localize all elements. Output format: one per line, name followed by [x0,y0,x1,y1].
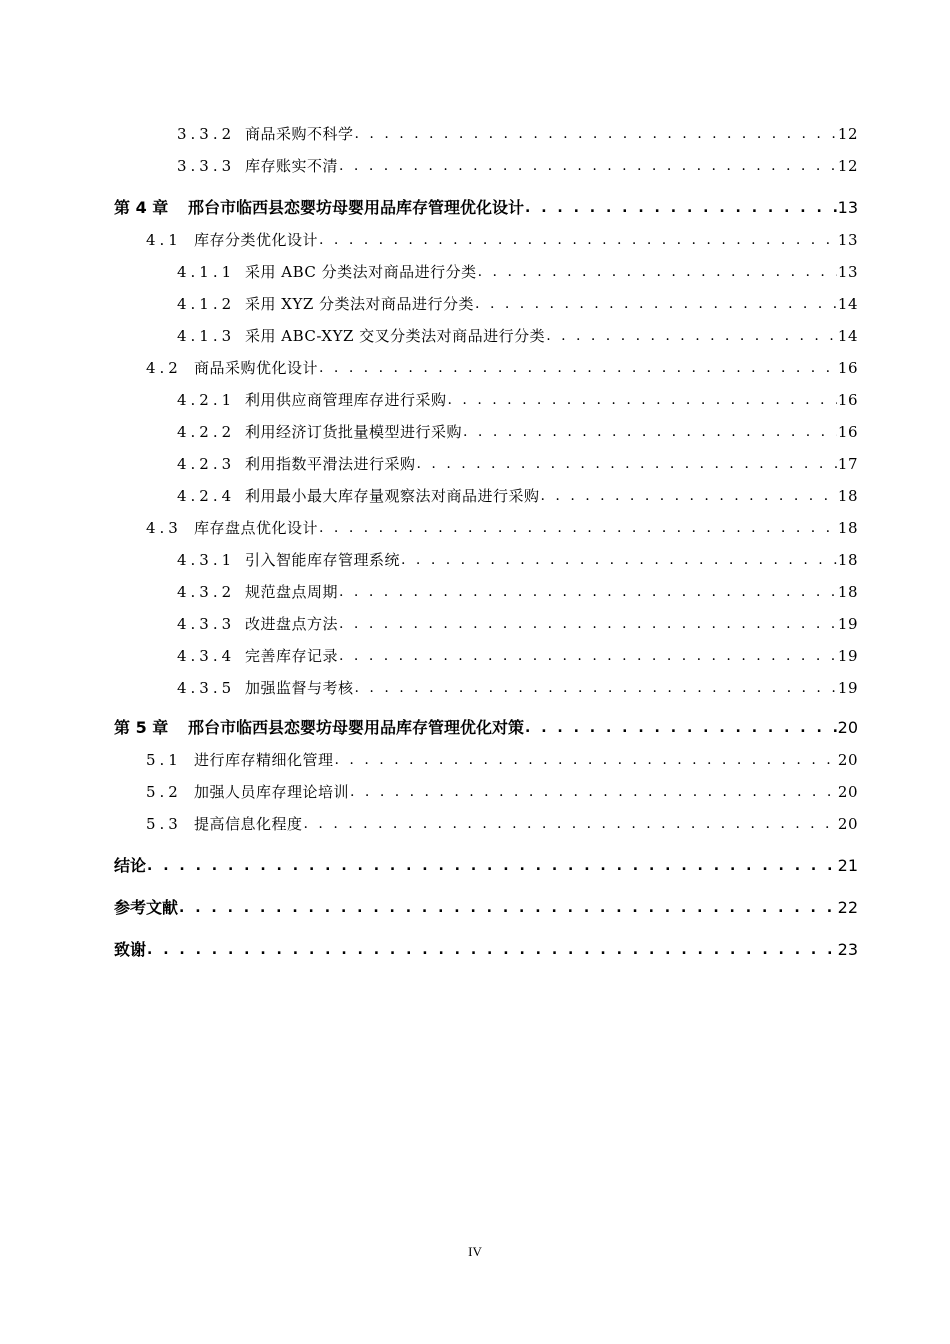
toc-entry-title[interactable]: 库存分类优化设计 [194,231,319,249]
toc-entry-page: 18 [837,519,858,537]
toc-entry[interactable] [146,814,858,834]
toc-entry-title[interactable]: 利用指数平滑法进行采购 [245,455,416,473]
toc-entry-page: 18 [837,487,858,505]
toc-leader-dots [475,294,837,314]
toc-row[interactable] [0,546,950,570]
toc-row[interactable] [0,322,950,346]
toc-leader-dots [448,390,837,410]
toc-entry-title[interactable]: 利用经济订货批量模型进行采购 [245,423,463,441]
toc-entry[interactable] [177,294,858,314]
toc-leader-dots [478,262,837,282]
toc-leader-dots [401,550,837,570]
toc-leader-dots [525,718,837,738]
toc-entry[interactable] [177,326,858,346]
toc-leader-dots [525,198,837,218]
toc-entry[interactable] [177,678,858,698]
toc-entry-page: 21 [837,856,858,875]
toc-entry-number: 4.1.2 [177,295,236,313]
toc-row[interactable] [0,482,950,506]
toc-leader-dots [147,856,837,876]
toc-row[interactable] [0,450,950,474]
toc-entry-title[interactable]: 规范盘点周期 [245,583,339,601]
toc-entry-title[interactable]: 商品采购优化设计 [194,359,319,377]
toc-entry-number: 4.3.1 [177,551,236,569]
toc-entry-number: 5.1 [146,751,182,769]
toc-entry-page: 22 [837,898,858,917]
page-number-footer: IV [468,1244,482,1259]
toc-entry-page: 19 [837,679,858,697]
toc-leader-dots [179,898,837,918]
toc-entry-number: 4.3 [146,519,182,537]
toc-entry-title[interactable]: 加强人员库存理论培训 [194,783,350,801]
toc-entry-page: 12 [837,157,858,175]
toc-entry-page: 18 [837,583,858,601]
toc-entry[interactable] [177,156,858,176]
toc-entry[interactable] [114,898,858,918]
toc-leader-dots [319,518,837,538]
toc-row[interactable] [0,258,950,282]
toc-entry[interactable] [146,782,858,802]
toc-row[interactable] [0,386,950,410]
toc-entry[interactable] [177,422,858,442]
toc-entry-title[interactable]: 进行库存精细化管理 [194,751,334,769]
toc-row[interactable] [0,610,950,634]
toc-leader-dots [319,358,837,378]
toc-entry-page: 14 [837,327,858,345]
toc-entry-page: 12 [837,125,858,143]
toc-entry-number: 3.3.2 [177,125,236,143]
toc-entry-number: 4.2.1 [177,391,236,409]
toc-leader-dots [335,750,837,770]
toc-entry-page: 16 [837,391,858,409]
toc-leader-dots [147,940,837,960]
toc-row[interactable] [0,514,950,538]
toc-entry[interactable] [114,198,858,218]
toc-entry-title[interactable]: 库存账实不清 [245,157,339,175]
toc-row[interactable] [0,746,950,770]
toc-entry-number: 4.3.4 [177,647,236,665]
toc-entry[interactable] [146,358,858,378]
toc-entry-title[interactable]: 结论 [114,856,147,875]
toc-row[interactable] [0,290,950,314]
toc-entry[interactable] [177,454,858,474]
toc-row[interactable] [0,778,950,802]
toc-leader-dots [339,156,837,176]
toc-leader-dots [339,614,837,634]
toc-entry-page: 20 [837,718,858,737]
toc-leader-dots [339,582,837,602]
toc-leader-dots [339,646,837,666]
toc-entry-page: 13 [837,198,858,217]
toc-entry-page: 20 [837,815,858,833]
toc-entry-page: 19 [837,615,858,633]
toc-entry-title[interactable]: 采用 XYZ 分类法对商品进行分类 [245,295,475,313]
toc-entry[interactable] [114,718,858,738]
toc-entry-page: 18 [837,551,858,569]
toc-entry[interactable] [177,390,858,410]
toc-entry-page: 20 [837,783,858,801]
toc-row[interactable] [0,674,950,698]
toc-leader-dots [541,486,837,506]
toc-entry-number: 4.2 [146,359,182,377]
toc-entry-title[interactable]: 采用 ABC-XYZ 交叉分类法对商品进行分类 [245,327,546,345]
toc-row[interactable] [0,120,950,144]
toc-entry[interactable] [177,614,858,634]
toc-entry[interactable] [177,124,858,144]
toc-leader-dots [319,230,837,250]
toc-entry-title[interactable]: 商品采购不科学 [245,125,354,143]
toc-entry[interactable] [177,262,858,282]
toc-entry-number: 4.1 [146,231,182,249]
toc-entry-page: 13 [837,263,858,281]
toc-row[interactable] [0,852,950,876]
toc-entry-number: 3.3.3 [177,157,236,175]
toc-entry-page: 19 [837,647,858,665]
toc-leader-dots [463,422,837,442]
toc-entry-title[interactable]: 参考文献 [114,898,179,917]
toc-entry[interactable] [114,940,858,960]
toc-entry-number: 第 5 章 [114,718,169,737]
toc-entry-page: 13 [837,231,858,249]
toc-entry-title[interactable]: 采用 ABC 分类法对商品进行分类 [245,263,477,281]
toc-entry-title[interactable]: 致谢 [114,940,147,959]
toc-leader-dots [355,678,837,698]
toc-entry-title[interactable]: 改进盘点方法 [245,615,339,633]
toc-entry-number: 4.2.2 [177,423,236,441]
toc-entry-number: 4.1.1 [177,263,236,281]
toc-entry-title[interactable]: 利用供应商管理库存进行采购 [245,391,447,409]
toc-entry-title[interactable]: 完善库存记录 [245,647,339,665]
toc-row[interactable] [0,894,950,918]
toc-row[interactable] [0,578,950,602]
toc-entry-title[interactable]: 利用最小最大库存量观察法对商品进行采购 [245,487,540,505]
toc-entry-title[interactable]: 引入智能库存管理系统 [245,551,401,569]
toc-entry-page: 16 [837,359,858,377]
toc-entry[interactable] [146,518,858,538]
toc-entry[interactable] [177,486,858,506]
toc-entry[interactable] [146,750,858,770]
toc-row[interactable] [0,714,950,738]
toc-entry-title[interactable]: 邢台市临西县恋婴坊母婴用品库存管理优化设计 [188,198,525,217]
toc-entry-title[interactable]: 库存盘点优化设计 [194,519,319,537]
toc-entry-title[interactable]: 提高信息化程度 [194,815,303,833]
toc-entry-title[interactable]: 邢台市临西县恋婴坊母婴用品库存管理优化对策 [188,718,525,737]
toc-entry-number: 4.3.5 [177,679,236,697]
toc-entry[interactable] [177,582,858,602]
toc-entry-number: 5.2 [146,783,182,801]
toc-entry[interactable] [177,646,858,666]
toc-row[interactable] [0,152,950,176]
toc-entry-page: 17 [837,455,858,473]
toc-row[interactable] [0,642,950,666]
toc-row[interactable] [0,936,950,960]
toc-row[interactable] [0,226,950,250]
toc-entry[interactable] [146,230,858,250]
toc-entry-page: 16 [837,423,858,441]
toc-leader-dots [350,782,837,802]
toc-row[interactable] [0,194,950,218]
toc-leader-dots [546,326,837,346]
toc-entry-page: 14 [837,295,858,313]
toc-entry-number: 4.2.4 [177,487,236,505]
toc-entry[interactable] [177,550,858,570]
toc-entry-page: 20 [837,751,858,769]
toc-entry-number: 第 4 章 [114,198,169,217]
toc-leader-dots [304,814,837,834]
toc-leader-dots [417,454,837,474]
toc-entry[interactable] [114,856,858,876]
toc-entry-title[interactable]: 加强监督与考核 [245,679,354,697]
toc-entry-number: 4.2.3 [177,455,236,473]
toc-entry-page: 23 [837,940,858,959]
toc-leader-dots [355,124,837,144]
toc-row[interactable] [0,810,950,834]
toc-entry-number: 4.3.2 [177,583,236,601]
toc-entry-number: 4.1.3 [177,327,236,345]
toc-entry-number: 4.3.3 [177,615,236,633]
toc-row[interactable] [0,354,950,378]
toc-row[interactable] [0,418,950,442]
toc-entry-number: 5.3 [146,815,182,833]
